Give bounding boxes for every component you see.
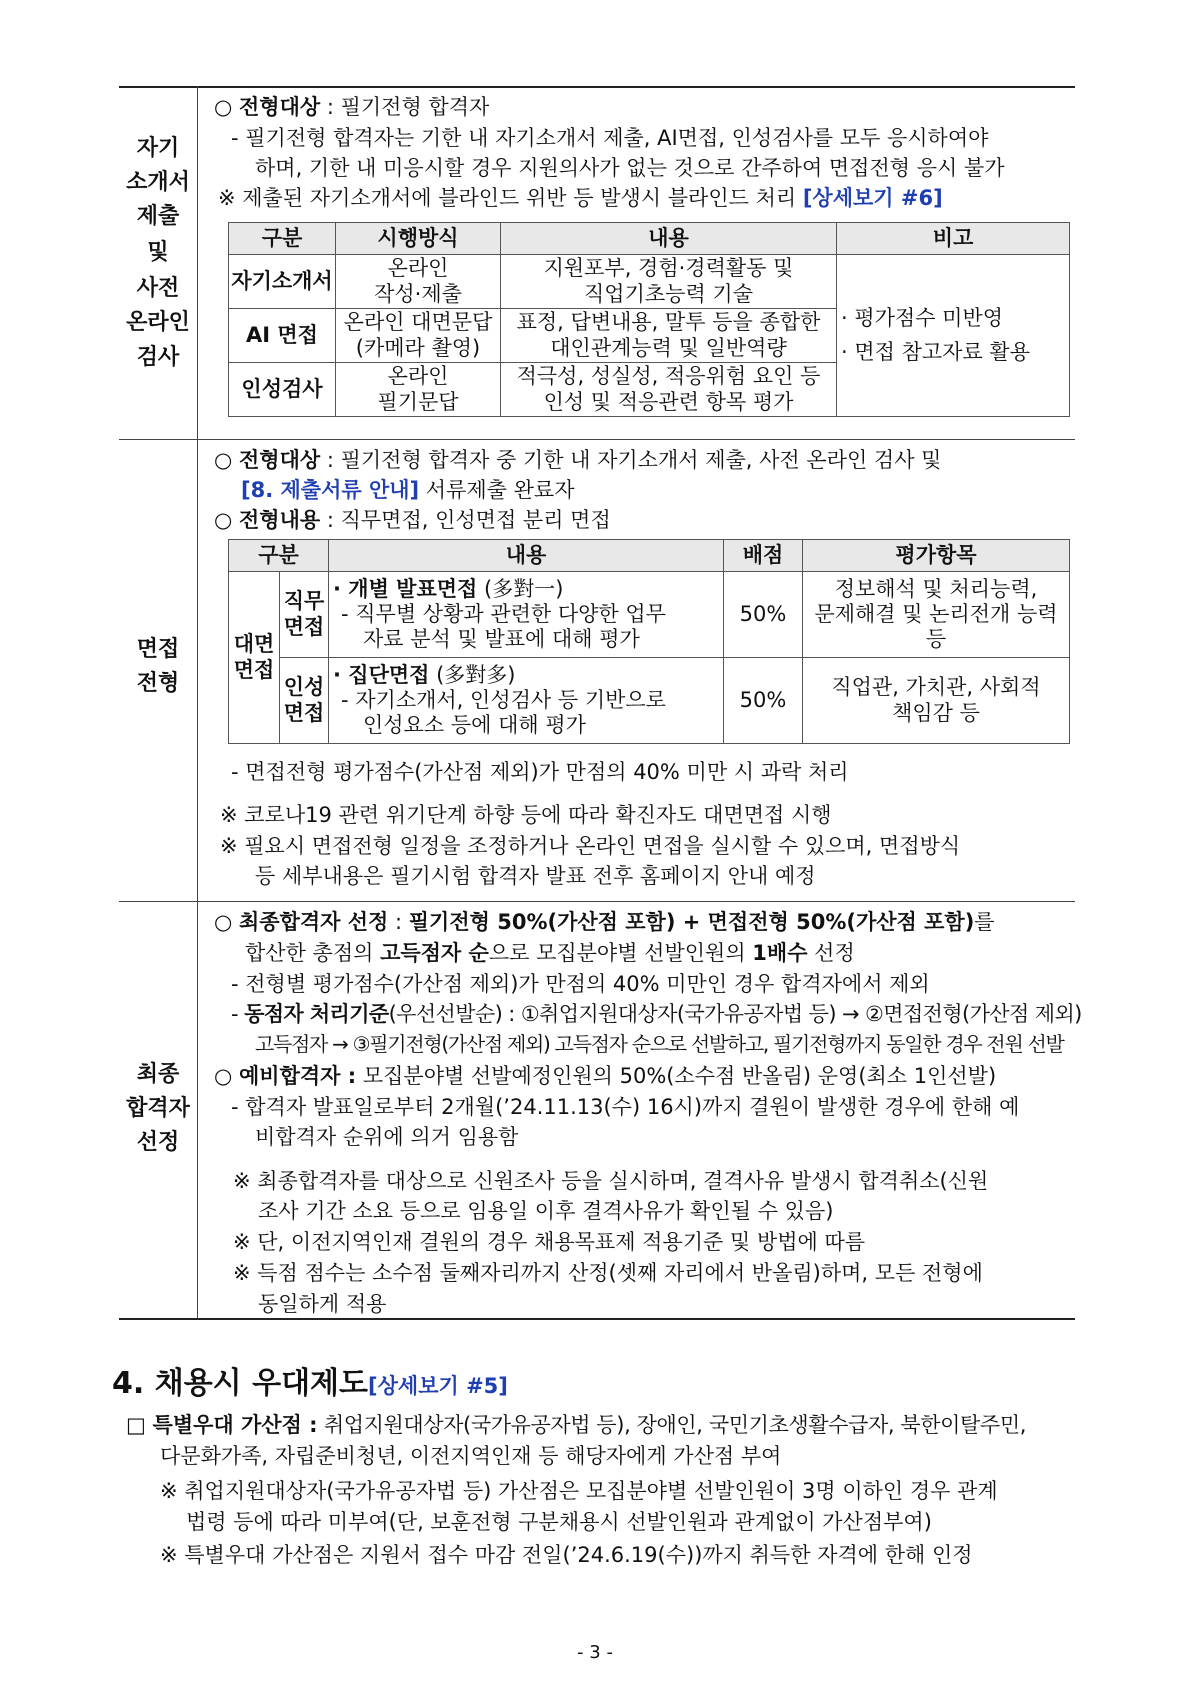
interview-content-line xyxy=(214,510,611,531)
items-line: 정보해석 및 처리능력, xyxy=(834,576,1038,601)
special-bonus-text-cont: 다문화가족, 자립준비청년, 이전지역인재 등 해당자에게 가산점 부여 xyxy=(160,1444,782,1468)
score-cell: 50% xyxy=(724,658,803,744)
table-top-border xyxy=(119,86,1075,88)
col-header: 내용 xyxy=(329,540,724,572)
section4-heading xyxy=(112,1358,508,1402)
bullet-circle: ○ xyxy=(214,1064,233,1088)
desc-line: - 직무별 상황과 관련한 다양한 업무 xyxy=(341,601,666,626)
bullet-circle: ○ xyxy=(214,95,233,119)
type-line: 인성 xyxy=(283,675,325,700)
table-bottom-border xyxy=(119,1318,1075,1320)
col-header: 구분 xyxy=(229,540,329,572)
text-span: 합산한 총점의 xyxy=(245,941,381,965)
note-cell xyxy=(837,255,1070,417)
interview-target-line xyxy=(214,450,941,471)
section4-title: 4. 채용시 우대제도 xyxy=(112,1366,369,1401)
reserve-detail-cont: 비합격자 순위에 의거 임용함 xyxy=(255,1125,519,1149)
interview-title: · 개별 발표면접 xyxy=(333,576,478,601)
content-line: 표정, 답변내용, 말투 등을 종합한 xyxy=(516,310,821,335)
col-header: 비고 xyxy=(837,223,1070,255)
type-cell xyxy=(280,572,329,658)
interview-title-note: (多對多) xyxy=(429,662,516,687)
rounding-note: ※ 득점 점수는 소수점 둘째자리까지 산정(셋째 자리에서 반올림)하며, 모든 전형에 xyxy=(233,1261,983,1285)
type-line: 직무 xyxy=(283,589,325,614)
col-header: 평가항목 xyxy=(803,540,1070,572)
items-cell xyxy=(803,572,1070,658)
content-line: 인성 및 적응관련 항목 평가 xyxy=(543,389,794,414)
background-check-note: ※ 최종합격자를 대상으로 신원조사 등을 실시하며, 결격사유 발생시 합격취소(신원 xyxy=(233,1169,989,1193)
content-text: : 직무면접, 인성면접 분리 면접 xyxy=(320,508,611,532)
items-line: 문제해결 및 논리전개 능력 등 xyxy=(814,601,1058,652)
tie-break-line-2: 고득점자 → ③필기전형(가산점 제외) 고득점자 순으로 선발하고, 필기전형까지 동일한 경우 전원 선발 xyxy=(255,1032,1064,1056)
label-line: 사전 xyxy=(136,276,180,302)
tie-break-text: (우선선발순) : ①취업지원대상자(국가유공자법 등) → ②면접전형(가산점 제외) xyxy=(388,1002,1082,1026)
reserve-line xyxy=(214,1066,996,1087)
highlight: 고득점자 순 xyxy=(380,941,489,965)
covid-note: ※ 코로나19 관련 위기단계 하향 등에 따라 확진자도 대면면접 시행 xyxy=(220,803,832,827)
section-label-final xyxy=(119,1058,197,1160)
desc-line: 인성요소 등에 대해 평가 xyxy=(363,713,586,738)
page-number: - 3 - xyxy=(577,1642,613,1663)
final-selection-line-2 xyxy=(245,943,855,964)
label-line: 면접 xyxy=(136,637,180,662)
method-cell xyxy=(336,363,501,417)
special-bonus-text: 취업지원대상자(국가유공자법 등), 장애인, 국민기초생활수급자, 북한이탈주민, xyxy=(317,1413,1026,1437)
score-cell: 50% xyxy=(724,572,803,658)
target-line xyxy=(214,97,489,118)
type-line: 면접 xyxy=(283,700,325,725)
method-cell xyxy=(336,309,501,363)
content-cell xyxy=(501,363,837,417)
method-line: (카메라 촬영) xyxy=(355,335,481,360)
label-line: 자기 xyxy=(136,136,180,161)
type-cell xyxy=(280,658,329,744)
table-row xyxy=(229,658,1070,744)
target-text: 서류제출 완료자 xyxy=(419,478,575,502)
detail-link-5[interactable]: [상세보기 #5] xyxy=(368,1374,508,1398)
blind-note xyxy=(218,188,943,209)
desc-line: - 자기소개서, 인성검사 등 기반으로 xyxy=(341,687,666,712)
deadline-note: ※ 특별우대 가산점은 지원서 접수 마감 전일(’24.6.19(수))까지 취득한 자격에 한해 인정 xyxy=(160,1543,973,1567)
special-bonus-line xyxy=(126,1415,1026,1436)
rounding-note-cont: 동일하게 적용 xyxy=(258,1292,387,1316)
section-label-interview xyxy=(119,633,197,701)
checkbox-square-icon: □ xyxy=(126,1413,146,1437)
target-text: : 필기전형 합격자 xyxy=(320,95,490,119)
highlight: 1배수 xyxy=(752,941,808,965)
bullet-circle: ○ xyxy=(214,910,233,934)
content-line: 대인관계능력 및 일반역량 xyxy=(550,335,787,360)
interview-table xyxy=(228,539,1070,744)
submission-guide-link[interactable]: [8. 제출서류 안내] xyxy=(241,478,420,502)
label-line: 소개서 xyxy=(126,170,190,196)
dash: - xyxy=(231,1002,245,1026)
final-selection-line xyxy=(214,912,995,933)
colon: : xyxy=(388,910,409,934)
method-line: 작성·제출 xyxy=(374,281,462,306)
target-heading: 전형대상 xyxy=(239,448,321,472)
label-line: 선정 xyxy=(136,1130,180,1156)
table-row xyxy=(229,572,1070,658)
schedule-note: ※ 필요시 면접전형 일정을 조정하거나 온라인 면접을 실시할 수 있으며, 면접방식 xyxy=(220,834,961,858)
items-line: 직업관, 가치관, 사회적 xyxy=(831,675,1041,700)
col-header: 배점 xyxy=(724,540,803,572)
content-cell xyxy=(329,572,724,658)
method-line: 온라인 대면문답 xyxy=(343,310,493,335)
interview-target-line-2 xyxy=(241,480,574,501)
target-heading: 전형대상 xyxy=(239,95,321,119)
col-header: 내용 xyxy=(501,223,837,255)
tie-break-line xyxy=(231,1004,1082,1025)
type-line: 면접 xyxy=(283,614,325,639)
content-line: 지원포부, 경험·경력활동 및 xyxy=(543,256,794,281)
desc-line: 자료 분석 및 발표에 대해 평가 xyxy=(363,627,640,652)
online-test-table xyxy=(228,222,1070,417)
note-line: · 평가점수 미반영 xyxy=(841,306,1004,331)
reserve-detail: - 합격자 발표일로부터 2개월(’24.11.13(수) 16시)까지 결원이 발생한 경우에 한해 예 xyxy=(231,1095,1020,1119)
section-label-self-intro xyxy=(119,132,197,375)
content-heading: 전형내용 xyxy=(239,508,321,532)
score-formula: 필기전형 50%(가산점 포함) + 면접전형 50%(가산점 포함) xyxy=(408,910,975,934)
content-cell xyxy=(501,255,837,309)
reserve-text: 모집분야별 선발예정인원의 50%(소수점 반올림) 운영(최소 1인선발) xyxy=(356,1064,997,1088)
blind-note-text: ※ 제출된 자기소개서에 블라인드 위반 등 발생시 블라인드 처리 xyxy=(218,186,803,210)
tie-break-heading: 동점자 처리기준 xyxy=(244,1002,389,1026)
label-line: 합격자 xyxy=(126,1096,190,1122)
label-line: 및 xyxy=(147,240,169,266)
interview-title-note: (多對一) xyxy=(477,576,564,601)
row-name: 인성검사 xyxy=(229,363,336,417)
bullet-circle: ○ xyxy=(214,448,233,472)
column-divider xyxy=(197,86,198,1318)
background-check-note-cont: 조사 기간 소요 등으로 임용일 이후 결격사유가 확인될 수 있음) xyxy=(258,1199,834,1223)
table-row xyxy=(229,255,1070,309)
row-name: AI 면접 xyxy=(229,309,336,363)
content-line: 직업기초능력 기술 xyxy=(584,281,753,306)
label-line: 온라인 xyxy=(126,310,190,336)
regional-note: ※ 단, 이전지역인재 결원의 경우 채용목표제 적용기준 및 방법에 따름 xyxy=(233,1230,866,1254)
items-cell xyxy=(803,658,1070,744)
group-line: 대면 xyxy=(233,632,275,657)
final-heading: 최종합격자 선정 xyxy=(239,910,389,934)
veteran-note-cont: 법령 등에 따라 미부여(단, 보훈전형 구분채용시 선발인원과 관계없이 가산점부여) xyxy=(186,1510,932,1534)
requirement-line: - 필기전형 합격자는 기한 내 자기소개서 제출, AI면접, 인성검사를 모두 응시하여야 xyxy=(231,126,989,150)
method-line: 필기문답 xyxy=(377,389,459,414)
group-cell xyxy=(229,572,280,744)
method-line: 온라인 xyxy=(387,364,449,389)
label-line: 최종 xyxy=(136,1062,180,1087)
group-line: 면접 xyxy=(233,657,275,682)
content-cell xyxy=(329,658,724,744)
row-name: 자기소개서 xyxy=(229,255,336,309)
schedule-note-cont: 등 세부내용은 필기시험 합격자 발표 전후 홈페이지 안내 예정 xyxy=(255,864,816,888)
label-line: 제출 xyxy=(136,204,180,230)
target-text: : 필기전형 합격자 중 기한 내 자기소개서 제출, 사전 온라인 검사 및 xyxy=(320,448,942,472)
row-divider xyxy=(119,439,1075,440)
col-header: 시행방식 xyxy=(336,223,501,255)
interview-title: · 집단면접 xyxy=(333,662,430,687)
content-cell xyxy=(501,309,837,363)
veteran-note: ※ 취업지원대상자(국가유공자법 등) 가산점은 모집분야별 선발인원이 3명 이하인 경우 관계 xyxy=(160,1479,998,1503)
label-line: 검사 xyxy=(136,344,180,370)
method-cell xyxy=(336,255,501,309)
col-header: 구분 xyxy=(229,223,336,255)
particle: 를 xyxy=(974,910,995,934)
label-line: 전형 xyxy=(136,671,180,697)
method-line: 온라인 xyxy=(387,256,449,281)
note-line: · 면접 참고자료 활용 xyxy=(841,339,1030,364)
reserve-heading: 예비합격자 : xyxy=(239,1064,357,1088)
text-span: 선정 xyxy=(807,941,855,965)
detail-link-6[interactable]: [상세보기 #6] xyxy=(802,186,943,210)
cutoff-note: - 면접전형 평가점수(가산점 제외)가 만점의 40% 미만 시 과락 처리 xyxy=(231,760,849,784)
requirement-line: 하며, 기한 내 미응시할 경우 지원의사가 없는 것으로 간주하여 면접전형 응시 불가 xyxy=(255,156,1005,180)
items-line: 책임감 등 xyxy=(892,700,980,725)
exclusion-line: - 전형별 평가점수(가산점 제외)가 만점의 40% 미만인 경우 합격자에서 제외 xyxy=(231,972,930,996)
text-span: 으로 모집분야별 선발인원의 xyxy=(488,941,753,965)
row-divider xyxy=(119,901,1075,902)
special-bonus-heading: 특별우대 가산점 : xyxy=(152,1413,318,1437)
bullet-circle: ○ xyxy=(214,508,233,532)
content-line: 적극성, 성실성, 적응위험 요인 등 xyxy=(516,364,821,389)
